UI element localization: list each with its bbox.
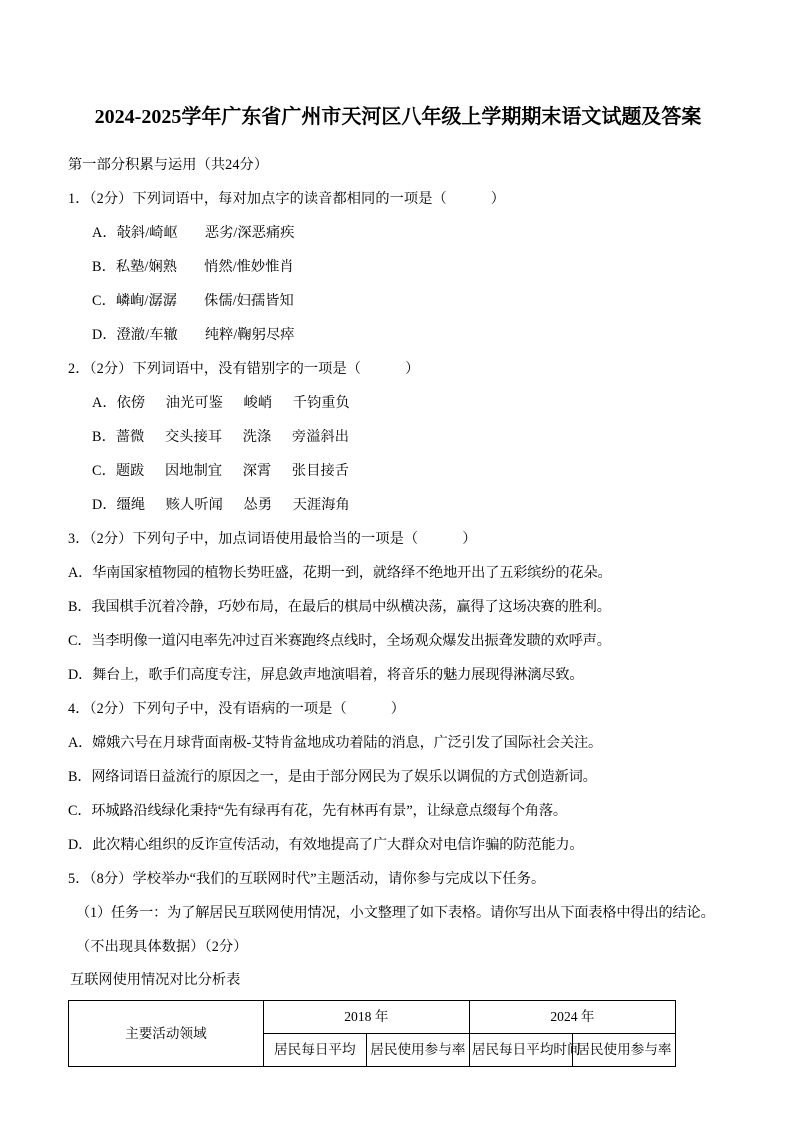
option-c2: 油光可鉴 bbox=[165, 395, 223, 411]
question-3-stem bbox=[68, 522, 728, 556]
question-2-stem-text: 2．（2分）下列词语中，没有错别字的一项是（ bbox=[68, 361, 362, 377]
question-2-option-a bbox=[68, 386, 728, 420]
option-text: 嫦娥六号在月球背面南极-艾特肯盆地成功着陆的消息，广泛引发了国际社会关注。 bbox=[92, 735, 603, 751]
question-2-option-d bbox=[68, 488, 728, 522]
question-5-task-1-note: （不出现具体数据）（2分） bbox=[76, 939, 248, 955]
option-label: D． bbox=[68, 667, 93, 683]
question-4-option-c bbox=[68, 794, 728, 828]
option-c1: 缰绳 bbox=[116, 497, 146, 513]
question-1-option-d bbox=[68, 318, 728, 352]
question-3-stem-close: ） bbox=[462, 531, 477, 547]
question-2-stem bbox=[68, 352, 728, 386]
option-part2: 纯粹/鞠躬尽瘁 bbox=[204, 327, 295, 343]
option-label: A． bbox=[92, 225, 117, 241]
option-c1: 蔷微 bbox=[115, 429, 145, 445]
question-3-option-a bbox=[68, 556, 728, 590]
option-label: B． bbox=[92, 429, 116, 445]
option-label: C． bbox=[68, 803, 92, 819]
option-label: D． bbox=[68, 837, 93, 853]
option-part1: 敧斜/崎岖 bbox=[116, 225, 178, 241]
option-label: C． bbox=[92, 463, 116, 479]
table-header-year-2018: 2018 年 bbox=[263, 1001, 469, 1034]
option-c4: 千钧重负 bbox=[292, 395, 350, 411]
option-part2: 悄然/惟妙惟肖 bbox=[204, 259, 294, 275]
question-5-task-1: （1）任务一：为了解居民互联网使用情况，小文整理了如下表格。请你写出从下面表格中得出的结论。 bbox=[76, 905, 715, 921]
option-c2: 因地制宜 bbox=[165, 463, 223, 479]
option-c3: 洗涤 bbox=[242, 429, 272, 445]
question-3-option-c bbox=[68, 624, 728, 658]
question-4-option-b bbox=[68, 760, 728, 794]
option-label: A． bbox=[68, 735, 93, 751]
question-4-stem-close: ） bbox=[390, 701, 406, 717]
option-part2: 恶劣/深恶痛疾 bbox=[204, 225, 295, 241]
option-text: 舞台上，歌手们高度专注，屏息敛声地演唱着，将音乐的魅力展现得淋漓尽致。 bbox=[92, 667, 584, 683]
option-c3: 深霄 bbox=[242, 463, 272, 479]
question-1-option-c bbox=[68, 284, 728, 318]
option-part2: 侏儒/妇孺皆知 bbox=[204, 293, 294, 309]
option-text: 网络词语日益流行的原因之一，是由于部分网民为了娱乐以调侃的方式创造新词。 bbox=[91, 769, 597, 785]
table-caption: 互联网使用情况对比分析表 bbox=[70, 972, 241, 988]
option-label: A． bbox=[92, 395, 117, 411]
option-c2: 赅人听闻 bbox=[165, 497, 223, 513]
option-c4: 旁溢斜出 bbox=[291, 429, 350, 445]
question-5-stem: 5．（8分）学校举办“我们的互联网时代”主题活动，请你参与完成以下任务。 bbox=[68, 871, 546, 887]
option-text: 我国棋手沉着冷静，巧妙布局，在最后的棋局中纵横决荡，赢得了这场决赛的胜利。 bbox=[91, 599, 611, 615]
option-text: 此次精心组织的反诈宣传活动，有效地提高了广大群众对电信诈骗的防范能力。 bbox=[92, 837, 584, 853]
option-label: B． bbox=[68, 599, 92, 615]
option-label: B． bbox=[92, 259, 116, 275]
internet-usage-table bbox=[68, 1000, 676, 1067]
option-text: 当李明像一道闪电率先冲过百米赛跑终点线时，全场观众爆发出振聋发聩的欢呼声。 bbox=[91, 633, 611, 649]
table-subheader-2024-participation-rate: 居民使用参与率 bbox=[572, 1034, 675, 1067]
question-3-option-b bbox=[68, 590, 728, 624]
question-1-stem-close: ） bbox=[490, 191, 506, 207]
page-title: 2024-2025学年广东省广州市天河区八年级上学期期末语文试题及答案 bbox=[94, 106, 702, 128]
option-c4: 张目接舌 bbox=[291, 463, 350, 479]
question-3-stem-text: 3．（2分）下列句子中，加点词语使用最恰当的一项是（ bbox=[68, 531, 419, 547]
question-1-stem-text: 1．（2分）下列词语中，每对加点字的读音都相同的一项是（ bbox=[68, 191, 447, 207]
option-text: 华南国家植物园的植物长势旺盛，花期一到，就络绎不绝地开出了五彩缤纷的花朵。 bbox=[92, 565, 612, 581]
option-text: 环城路沿线绿化秉持“先有绿再有花，先有林再有景”，让绿意点缀每个角落。 bbox=[91, 803, 567, 819]
question-2-stem-close: ） bbox=[405, 361, 420, 377]
question-1-option-b bbox=[68, 250, 728, 284]
table-header-year-2024: 2024 年 bbox=[469, 1001, 675, 1034]
question-4-option-a bbox=[68, 726, 728, 760]
question-3-option-d bbox=[68, 658, 728, 692]
option-c3: 峻峭 bbox=[243, 395, 273, 411]
option-part1: 私塾/娴熟 bbox=[115, 259, 178, 275]
option-label: D． bbox=[92, 497, 117, 513]
option-c2: 交头接耳 bbox=[165, 429, 223, 445]
option-c1: 依傍 bbox=[116, 395, 146, 411]
question-4-option-d bbox=[68, 828, 728, 862]
option-part1: 嶙峋/潺潺 bbox=[115, 293, 178, 309]
document-content bbox=[68, 96, 728, 1067]
question-1-stem bbox=[68, 182, 728, 216]
option-c4: 天涯海角 bbox=[292, 497, 350, 513]
option-label: B． bbox=[68, 769, 92, 785]
option-c3: 怂勇 bbox=[243, 497, 273, 513]
option-label: D． bbox=[92, 327, 117, 343]
option-part1: 澄澈/车辙 bbox=[116, 327, 178, 343]
question-4-stem-text: 4．（2分）下列句子中，没有语病的一项是（ bbox=[68, 701, 347, 717]
option-label: C． bbox=[92, 293, 116, 309]
option-label: A． bbox=[68, 565, 93, 581]
option-label: C． bbox=[68, 633, 92, 649]
section-heading: 第一部分积累与运用（共24分） bbox=[68, 157, 269, 173]
table-subheader-2018-daily-average: 居民每日平均 bbox=[263, 1034, 366, 1067]
table-row bbox=[69, 1001, 676, 1034]
option-c1: 题跋 bbox=[115, 463, 145, 479]
table-subheader-2024-daily-average-time: 居民每日平均时间 bbox=[469, 1034, 572, 1067]
question-2-option-b bbox=[68, 420, 728, 454]
question-4-stem bbox=[68, 692, 728, 726]
table-subheader-2018-participation-rate: 居民使用参与率 bbox=[366, 1034, 469, 1067]
question-1-option-a bbox=[68, 216, 728, 250]
question-2-option-c bbox=[68, 454, 728, 488]
table-header-area: 主要活动领域 bbox=[69, 1001, 264, 1067]
